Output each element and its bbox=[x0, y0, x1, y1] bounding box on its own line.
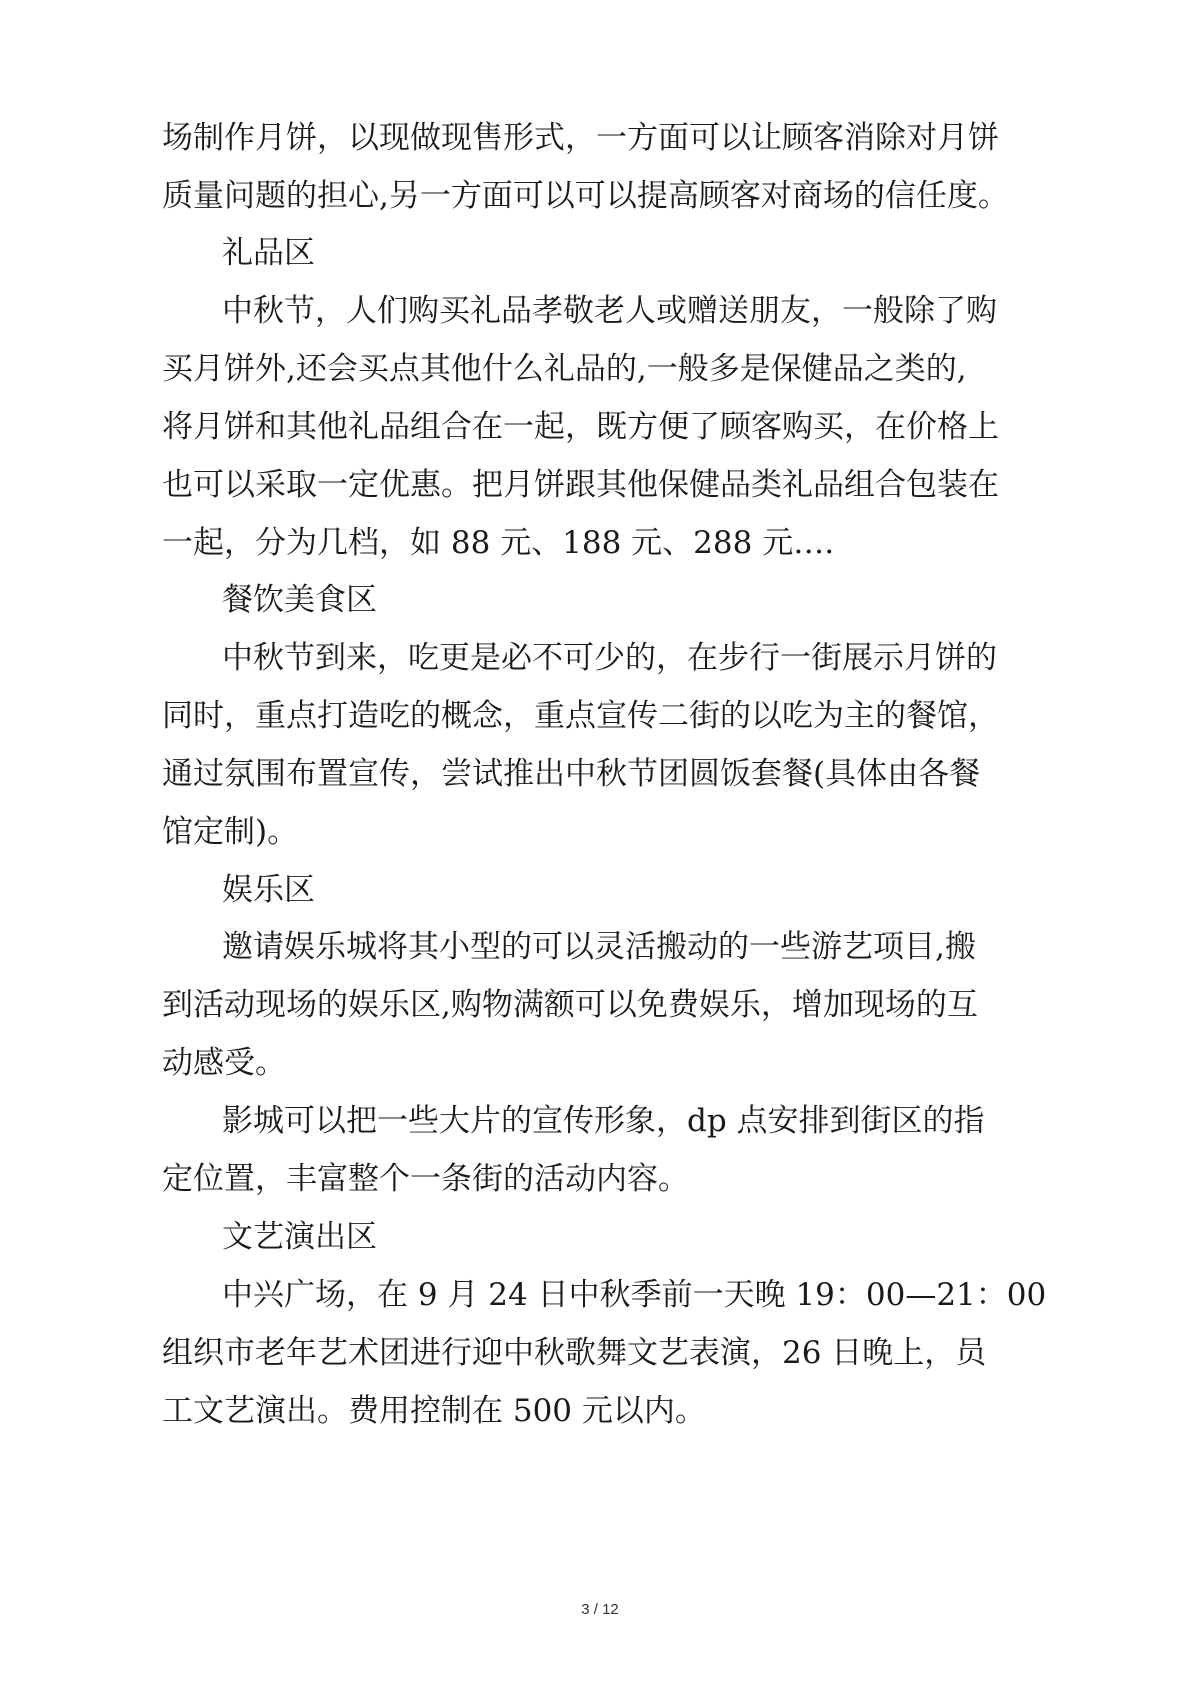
section-heading-performance-area: 文艺演出区 bbox=[222, 1219, 377, 1255]
body-text-line: 质量问题的担心,另一方面可以可以提高顾客对商场的信任度。 bbox=[162, 178, 1009, 214]
section-heading-dining-area: 餐饮美食区 bbox=[222, 582, 377, 618]
body-text-line: 影城可以把一些大片的宣传形象，dp 点安排到街区的指 bbox=[222, 1103, 985, 1139]
body-text-line: 通过氛围布置宣传，尝试推出中秋节团圆饭套餐(具体由各餐 bbox=[162, 756, 981, 792]
section-heading-gift-area: 礼品区 bbox=[222, 235, 315, 271]
body-text-line: 一起，分为几档，如 88 元、188 元、288 元…. bbox=[162, 525, 835, 561]
body-text-line: 馆定制)。 bbox=[162, 814, 299, 850]
body-text-line: 中秋节，人们购买礼品孝敬老人或赠送朋友，一般除了购 bbox=[222, 293, 997, 329]
body-text-line: 工文艺演出。费用控制在 500 元以内。 bbox=[162, 1393, 706, 1429]
page-number: 3 / 12 bbox=[581, 1601, 619, 1618]
body-text-line: 将月饼和其他礼品组合在一起，既方便了顾客购买，在价格上 bbox=[162, 409, 999, 445]
body-text-line: 中兴广场，在 9 月 24 日中秋季前一天晚 19：00—21：00 bbox=[222, 1277, 1047, 1313]
body-text-line: 动感受。 bbox=[162, 1045, 286, 1081]
body-text-line: 同时，重点打造吃的概念，重点宣传二街的以吃为主的餐馆， bbox=[162, 698, 999, 734]
body-text-line: 到活动现场的娱乐区,购物满额可以免费娱乐，增加现场的互 bbox=[162, 987, 978, 1023]
section-heading-entertainment-area: 娱乐区 bbox=[222, 872, 315, 908]
body-text-line: 也可以采取一定优惠。把月饼跟其他保健品类礼品组合包装在 bbox=[162, 467, 999, 503]
body-text-line: 场制作月饼，以现做现售形式，一方面可以让顾客消除对月饼 bbox=[162, 120, 999, 156]
body-text-line: 邀请娱乐城将其小型的可以灵活搬动的一些游艺项目,搬 bbox=[222, 929, 976, 965]
body-text-line: 定位置，丰富整个一条街的活动内容。 bbox=[162, 1161, 689, 1197]
body-text-line: 买月饼外,还会买点其他什么礼品的,一般多是保健品之类的, bbox=[162, 351, 967, 387]
body-text-line: 组织市老年艺术团进行迎中秋歌舞文艺表演，26 日晚上，员 bbox=[162, 1335, 987, 1371]
body-text-line: 中秋节到来，吃更是必不可少的，在步行一街展示月饼的 bbox=[222, 640, 997, 676]
